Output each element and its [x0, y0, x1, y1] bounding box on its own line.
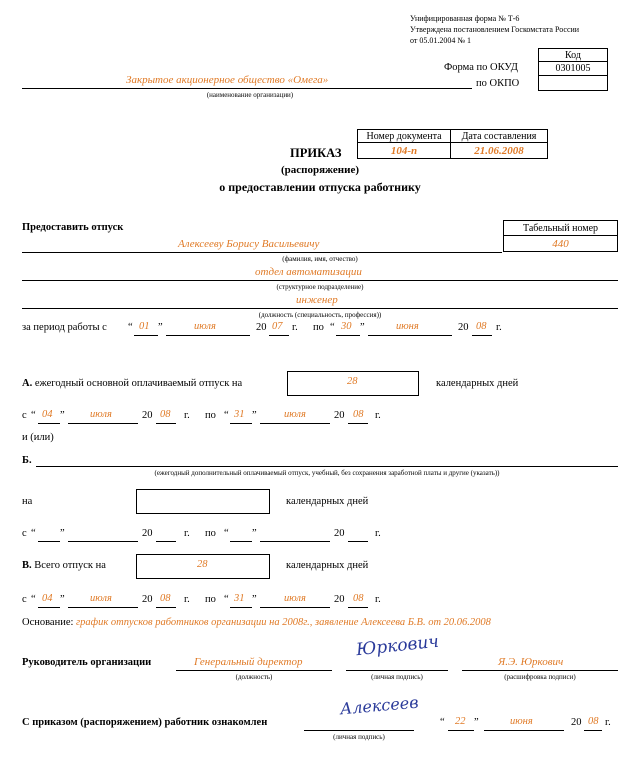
head-signature: Юркович: [355, 631, 440, 661]
head-position: Генеральный директор: [194, 656, 303, 668]
section-v-from-year-line: [156, 607, 176, 608]
section-v-from-label: с: [22, 594, 27, 605]
quote-open: “: [128, 322, 133, 333]
section-a-to-day-line: [230, 423, 252, 424]
tab-number: 440: [503, 235, 618, 252]
section-b-label: Б.: [22, 455, 32, 466]
section-a-text: ежегодный основной оплачиваемый отпуск на: [34, 378, 243, 389]
section-a-from-month-line: [68, 423, 138, 424]
ack-day: 22: [455, 716, 466, 727]
period-from-day-line: [134, 335, 158, 336]
section-a-to-day: 31: [234, 409, 245, 420]
section-b-to-label: по: [205, 528, 216, 539]
ack-signature-line: [304, 730, 414, 731]
ack-signature-caption: (личная подпись): [333, 733, 385, 741]
year-prefix: 20: [142, 528, 153, 539]
employee-name: Алексееву Борису Васильевичу: [178, 238, 320, 250]
section-a-from-month: июля: [90, 409, 112, 420]
ack-year-line: [584, 730, 602, 731]
form-line-1: Унифицированная форма № Т-6: [410, 14, 520, 23]
section-b-to-day-line: [230, 541, 252, 542]
employee-name-line: [22, 252, 502, 253]
section-b-to-year-line: [348, 541, 368, 542]
head-position-line: [176, 670, 332, 671]
year-prefix: 20: [334, 410, 345, 421]
year-suffix: г.: [375, 594, 381, 605]
section-b-caption: (ежегодный дополнительный оплачиваемый отпуск, учебный, без сохранения заработной платы и другие (указать)): [154, 469, 500, 477]
year-prefix: 20: [142, 594, 153, 605]
quote-open: “: [330, 322, 335, 333]
quote-close: ”: [360, 322, 365, 333]
department-caption: (структурное подразделение): [276, 283, 364, 291]
position-caption: (должность (специальность, профессия)): [258, 311, 382, 319]
tab-number-header: Табельный номер: [503, 220, 618, 236]
section-a-to-month-line: [260, 423, 330, 424]
section-a-from-year: 08: [160, 409, 171, 420]
grant-label: Предоставить отпуск: [22, 222, 124, 233]
section-a-from-year-line: [156, 423, 176, 424]
year-suffix: г.: [605, 717, 611, 728]
quote-close: ”: [252, 528, 257, 539]
quote-close: ”: [252, 410, 257, 421]
organization-line: [22, 88, 472, 89]
doc-date: 21.06.2008: [450, 142, 548, 159]
year-suffix: г.: [375, 410, 381, 421]
head-decoded-caption: (расшифровка подписи): [504, 673, 576, 681]
period-to-month: июня: [396, 321, 419, 332]
section-a-to-label: по: [205, 410, 216, 421]
ack-month: июня: [510, 716, 533, 727]
period-to-day-line: [336, 335, 360, 336]
quote-close: ”: [158, 322, 163, 333]
section-b-days-box: [136, 489, 270, 514]
section-v-from-month: июля: [90, 593, 112, 604]
quote-close: ”: [60, 528, 65, 539]
ack-signature: Алексеев: [339, 692, 420, 719]
code-header: Код: [538, 48, 608, 62]
section-v-from-day-line: [38, 607, 60, 608]
quote-open: “: [31, 594, 36, 605]
quote-open: “: [440, 717, 445, 728]
section-a-to-month: июля: [284, 409, 306, 420]
section-a-days-label: календарных дней: [436, 378, 519, 389]
section-a-label: А.: [22, 378, 33, 389]
employee-position: инженер: [296, 294, 338, 306]
year-prefix: 20: [571, 717, 582, 728]
quote-open: “: [224, 594, 229, 605]
year-suffix: г.: [292, 322, 298, 333]
period-label: за период работы с: [22, 322, 107, 333]
employee-name-caption: (фамилия, имя, отчество): [282, 255, 358, 263]
head-label: Руководитель организации: [22, 657, 152, 668]
okpo-value: [538, 75, 608, 91]
organization-caption: (наименование организации): [206, 91, 294, 99]
section-b-to-month-line: [260, 541, 330, 542]
section-b-from-label: с: [22, 528, 27, 539]
ack-year: 08: [588, 716, 599, 727]
form-line-2: Утверждена постановлением Госкомстата России: [410, 25, 580, 34]
head-signature-line: [346, 670, 448, 671]
okpo-label: по ОКПО: [476, 78, 520, 89]
section-v-to-month: июля: [284, 593, 306, 604]
doc-title: ПРИКАЗ: [290, 146, 342, 160]
section-v-to-year-line: [348, 607, 368, 608]
organization-name: Закрытое акционерное общество «Омега»: [126, 74, 329, 86]
year-suffix: г.: [184, 528, 190, 539]
section-v-text: Всего отпуск на: [34, 560, 106, 571]
or-label: и (или): [22, 432, 54, 443]
section-a-from-day: 04: [42, 409, 53, 420]
department-line: [22, 280, 618, 281]
section-v-to-year: 08: [353, 593, 364, 604]
period-from-month: июля: [194, 321, 216, 332]
section-v-label: В.: [22, 560, 32, 571]
section-v-from-year: 08: [160, 593, 171, 604]
quote-open: “: [224, 528, 229, 539]
section-b-from-month-line: [68, 541, 138, 542]
head-position-caption: (должность): [235, 673, 273, 681]
year-prefix: 20: [334, 528, 345, 539]
doc-number-header: Номер документа: [357, 129, 451, 143]
period-to-month-line: [368, 335, 452, 336]
okud-label: Форма по ОКУД: [444, 62, 518, 73]
doc-number: 104-п: [357, 142, 451, 159]
ack-month-line: [484, 730, 564, 731]
period-to-label: по: [313, 322, 324, 333]
section-v-to-label: по: [205, 594, 216, 605]
section-b-line: [36, 466, 618, 467]
position-line: [22, 308, 618, 309]
section-a-days: 28: [347, 376, 358, 387]
section-a-to-year: 08: [353, 409, 364, 420]
form-line-3: от 05.01.2004 № 1: [410, 36, 472, 45]
quote-close: ”: [60, 594, 65, 605]
quote-open: “: [31, 528, 36, 539]
year-suffix: г.: [184, 594, 190, 605]
period-from-year-line: [269, 335, 289, 336]
section-b-from-day-line: [38, 541, 60, 542]
basis-label: Основание:: [22, 617, 74, 628]
year-suffix: г.: [375, 528, 381, 539]
period-to-year: 08: [476, 321, 487, 332]
basis-text: график отпусков работников организации на 2008г., заявление Алексеева Б.В. от 20.06.2008: [76, 617, 491, 628]
section-v-from-day: 04: [42, 593, 53, 604]
period-to-day: 30: [341, 321, 352, 332]
section-a-from-label: с: [22, 410, 27, 421]
quote-close: ”: [252, 594, 257, 605]
period-from-day: 01: [139, 321, 150, 332]
doc-subject: о предоставлении отпуска работнику: [219, 180, 421, 194]
year-suffix: г.: [184, 410, 190, 421]
ack-label: С приказом (распоряжением) работник ознакомлен: [22, 717, 268, 728]
year-prefix: 20: [458, 322, 469, 333]
head-signature-caption: (личная подпись): [371, 673, 423, 681]
doc-subtitle: (распоряжение): [280, 164, 359, 176]
section-v-days: 28: [197, 559, 208, 570]
section-v-to-day-line: [230, 607, 252, 608]
ack-day-line: [448, 730, 474, 731]
quote-open: “: [224, 410, 229, 421]
section-v-days-label: календарных дней: [286, 560, 369, 571]
section-v-from-month-line: [68, 607, 138, 608]
section-b-days-label: календарных дней: [286, 496, 369, 507]
quote-close: ”: [60, 410, 65, 421]
quote-open: “: [31, 410, 36, 421]
year-prefix: 20: [142, 410, 153, 421]
period-from-year: 07: [272, 321, 283, 332]
section-v-to-month-line: [260, 607, 330, 608]
head-decoded-line: [462, 670, 618, 671]
head-decoded: Я.Э. Юркович: [498, 656, 564, 668]
doc-date-header: Дата составления: [450, 129, 548, 143]
section-v-to-day: 31: [234, 593, 245, 604]
section-b-on-label: на: [22, 496, 33, 507]
period-from-month-line: [166, 335, 250, 336]
year-prefix: 20: [256, 322, 267, 333]
period-to-year-line: [472, 335, 492, 336]
section-a-from-day-line: [38, 423, 60, 424]
year-prefix: 20: [334, 594, 345, 605]
quote-close: ”: [474, 717, 479, 728]
employee-department: отдел автоматизации: [255, 266, 362, 278]
section-b-from-year-line: [156, 541, 176, 542]
year-suffix: г.: [496, 322, 502, 333]
okud-value: 0301005: [538, 61, 608, 76]
section-a-to-year-line: [348, 423, 368, 424]
